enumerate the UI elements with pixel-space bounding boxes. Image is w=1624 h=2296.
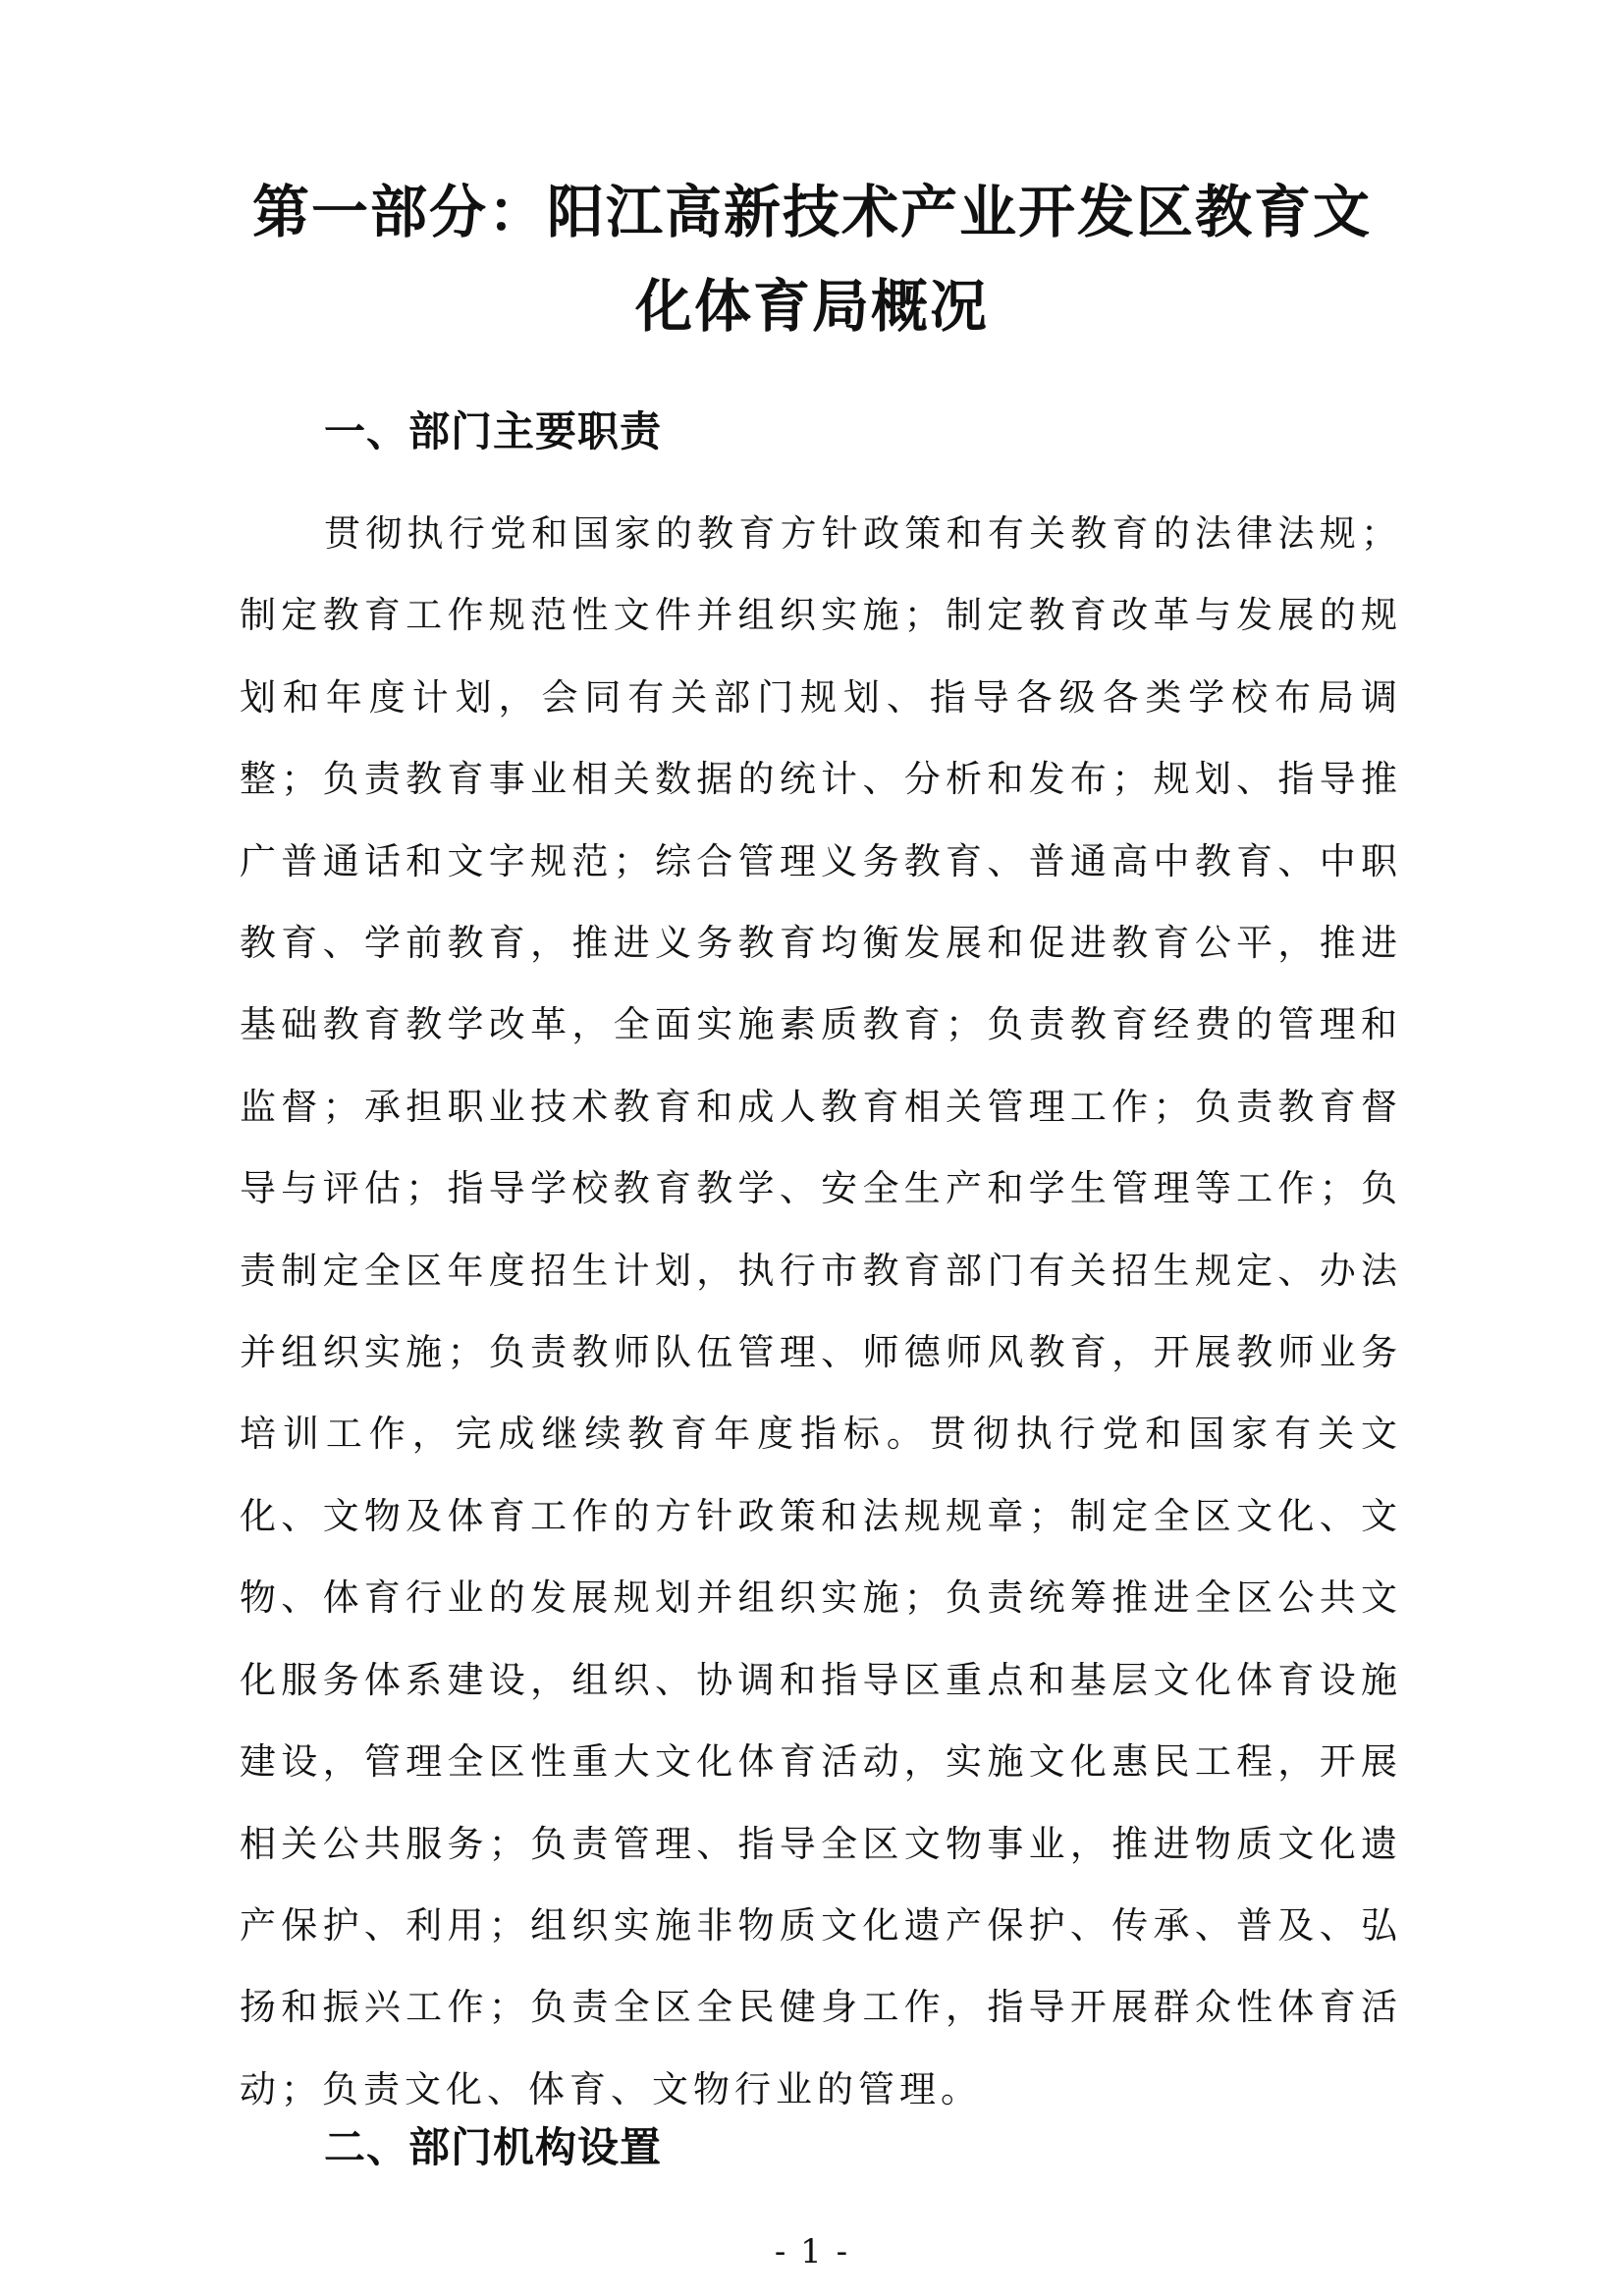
- document-title: [216, 165, 1408, 353]
- document-title-line2: 化体育局概况: [634, 273, 989, 340]
- document-title-line1: 第一部分：阳江高新技术产业开发区教育文: [251, 179, 1372, 245]
- page-number: - 1 -: [774, 2232, 850, 2271]
- section-heading-responsibilities: 一、部门主要职责: [324, 407, 663, 455]
- section-body-responsibilities: 贯彻执行党和国家的教育方针政策和有关教育的法律法规；制定教育工作规范性文件并组织实施；制定教育改革与发展的规划和年度计划，会同有关部门规划、指导各级各类学校布局调整；负责教育事业相关数据的统计、分析和发布；规划、指导推广普通话和文字规范；综合管理义务教育、普通高中教育、中职教育、学前教育，推进义务教育均衡发展和促进教育公平，推进基础教育教学改革，全面实施素质教育；负责教育经费的管理和监督；承担职业技术教育和成人教育相关管理工作；负责教育督导与评估；指导学校教育教学、安全生产和学生管理等工作；负责制定全区年度招生计划，执行市教育部门有关招生规定、办法并组织实施；负责教师队伍管理、师德师风教育，开展教师业务培训工作，完成继续教育年度指标。贯彻执行党和国家有关文化、文物及体育工作的方针政策和法规规章；制定全区文化、文物、体育行业的发展规划并组织实施；负责统筹推进全区公共文化服务体系建设，组织、协调和指导区重点和基层文化体育设施建设，管理全区性重大文化体育活动，实施文化惠民工程，开展相关公共服务；负责管理、指导全区文物事业，推进物质文化遗产保护、利用；组织实施非物质文化遗产保护、传承、普及、弘扬和振兴工作；负责全区全民健身工作，指导开展群众性体育活动；负责文化、体育、文物行业的管理。: [240, 512, 1402, 2110]
- section-heading-organization: 二、部门机构设置: [324, 2123, 663, 2171]
